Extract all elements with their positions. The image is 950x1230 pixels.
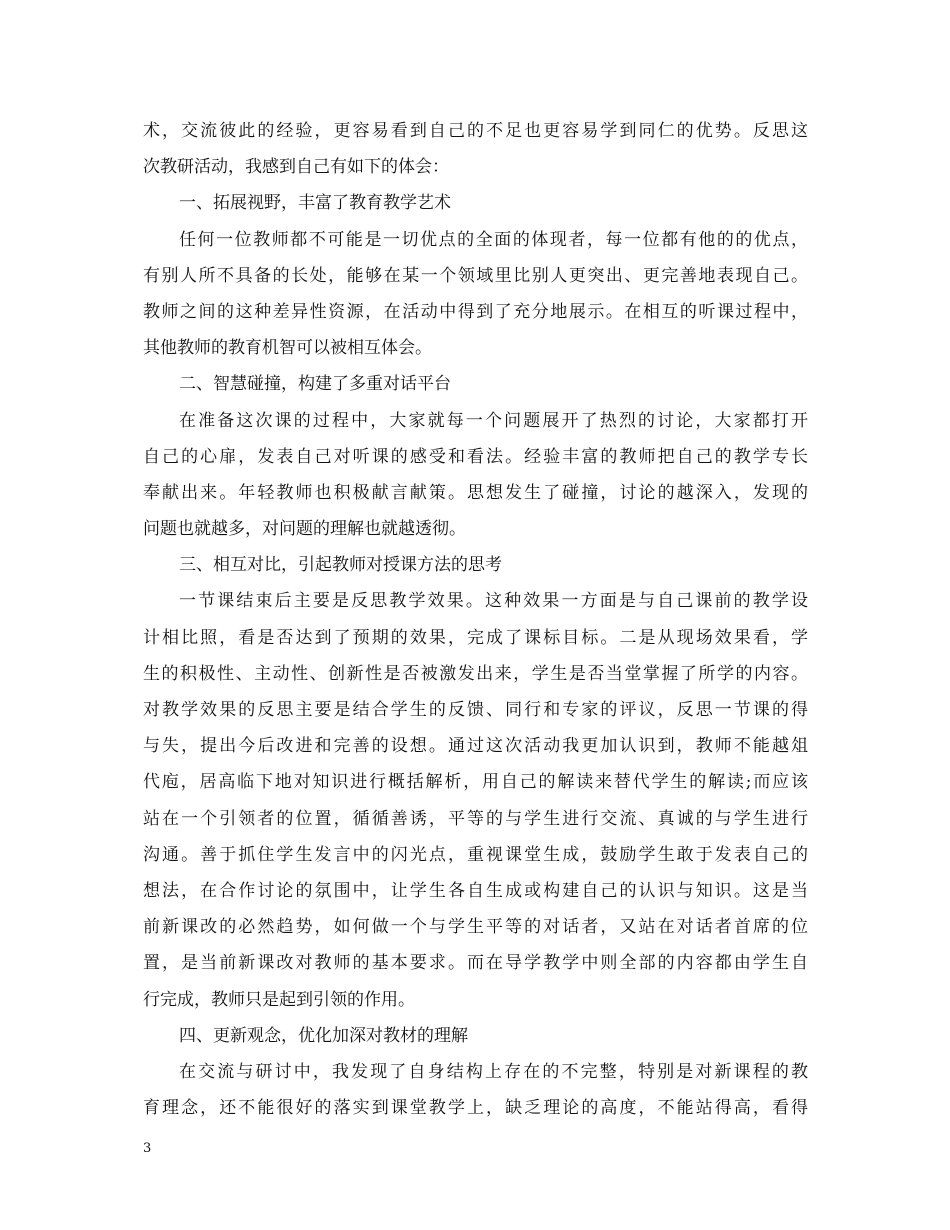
text-line: 行完成，教师只是起到引领的作用。 xyxy=(143,989,415,1010)
body-text xyxy=(143,113,808,1126)
text-line: 自己的心扉，发表自己对听课的感受和看法。经验丰富的教师把自己的教学专长 xyxy=(143,446,808,467)
text-line: 二、智慧碰撞，构建了多重对话平台 xyxy=(179,374,451,395)
text-line: 一、拓展视野，丰富了教育教学艺术 xyxy=(179,193,451,214)
text-line: 在交流与研讨中，我发现了自身结构上存在的不完整，特别是对新课程的教 xyxy=(179,1061,808,1082)
text-line: 在准备这次课的过程中，大家就每一个问题展开了热烈的讨论，大家都打开 xyxy=(179,410,808,431)
text-line: 站在一个引领者的位置，循循善诱，平等的与学生进行交流、真诚的与学生进行 xyxy=(143,808,808,829)
text-line: 术，交流彼此的经验，更容易看到自己的不足也更容易学到同仁的优势。反思这 xyxy=(143,121,808,141)
text-line: 有别人所不具备的长处，能够在某一个领域里比别人更突出、更完善地表现自己。 xyxy=(143,265,808,286)
text-line: 对教学效果的反思主要是结合学生的反馈、同行和专家的评议，反思一节课的得 xyxy=(143,700,808,720)
text-line: 前新课改的必然趋势，如何做一个与学生平等的对话者，又站在对话者首席的位 xyxy=(143,917,808,938)
text-line: 育理念，还不能很好的落实到课堂教学上，缺乏理论的高度，不能站得高，看得 xyxy=(143,1098,808,1119)
text-line: 与失，提出今后改进和完善的设想。通过这次活动我更加认识到，教师不能越俎 xyxy=(143,736,808,757)
text-line: 沟通。善于抓住学生发言中的闪光点，重视课堂生成，鼓励学生敢于发表自己的 xyxy=(143,844,808,865)
text-line: 一节课结束后主要是反思教学效果。这种效果一方面是与自己课前的教学设 xyxy=(179,591,808,612)
text-line: 代庖，居高临下地对知识进行概括解析，用自己的解读来替代学生的解读;而应该 xyxy=(143,772,808,793)
page-number: 3 xyxy=(143,1141,152,1156)
text-line: 想法，在合作讨论的氛围中，让学生各自生成或构建自己的认识与知识。这是当 xyxy=(143,880,808,901)
text-line: 其他教师的教育机智可以被相互体会。 xyxy=(143,338,432,359)
text-line: 次教研活动，我感到自己有如下的体会： xyxy=(143,157,449,178)
text-line: 置，是当前新课改对教师的基本要求。而在导学教学中则全部的内容都由学生自 xyxy=(143,953,808,974)
text-line: 四、更新观念，优化加深对教材的理解 xyxy=(179,1025,468,1046)
text-line: 问题也就越多，对问题的理解也就越透彻。 xyxy=(143,519,466,540)
text-line: 生的积极性、主动性、创新性是否被激发出来，学生是否当堂掌握了所学的内容。 xyxy=(143,663,808,684)
text-line: 任何一位教师都不可能是一切优点的全面的体现者，每一位都有他的的优点， xyxy=(179,229,808,250)
text-line: 教师之间的这种差异性资源，在活动中得到了充分地展示。在相互的听课过程中， xyxy=(143,301,808,322)
text-line: 计相比照，看是否达到了预期的效果，完成了课标目标。二是从现场效果看，学 xyxy=(143,627,808,648)
text-line: 三、相互对比，引起教师对授课方法的思考 xyxy=(179,555,502,576)
text-line: 奉献出来。年轻教师也积极献言献策。思想发生了碰撞，讨论的越深入，发现的 xyxy=(143,482,808,503)
